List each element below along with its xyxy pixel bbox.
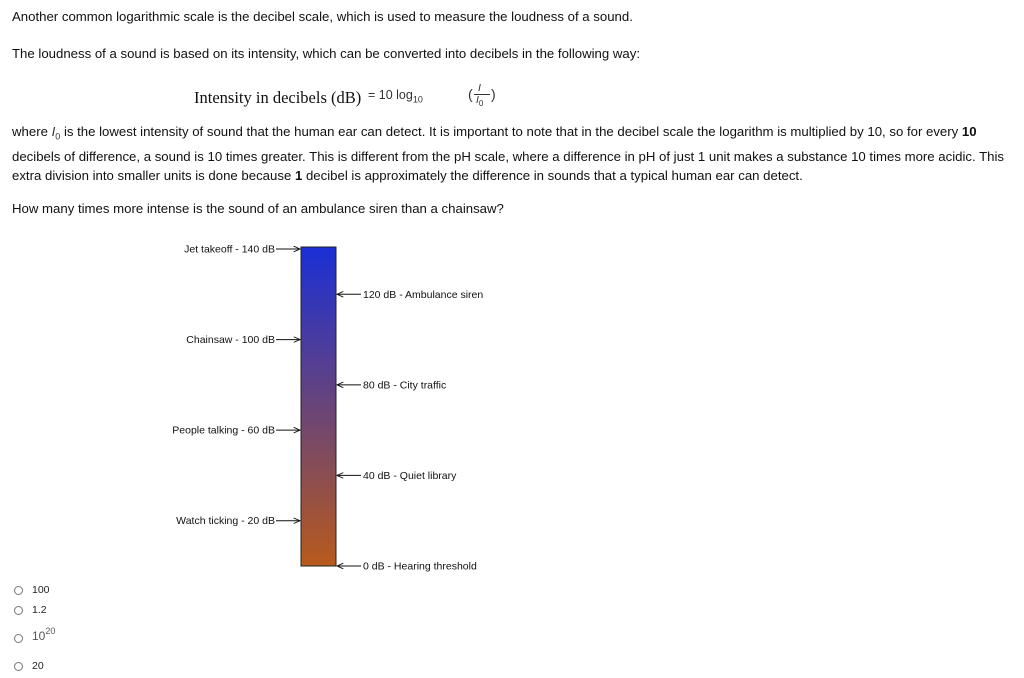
formula-label: Intensity in decibels (dB) (194, 88, 362, 107)
scale-label-left: Chainsaw - 100 dB (186, 334, 275, 347)
radio-button[interactable] (14, 662, 23, 671)
question-text: How many times more intense is the sound of an ambulance siren than a chainsaw? (12, 201, 504, 216)
intro-text: Another common logarithmic scale is the decibel scale, which is used to measure the loudness of a sound. (12, 9, 633, 24)
i0-symbol: $I_0$ (51, 124, 61, 142)
choice-1-2[interactable] (14, 604, 47, 616)
radio-button[interactable] (14, 606, 23, 615)
explanation-text: where $I_0$ is the lowest intensity of sound that the human ear can detect. It is important to note that in the decibel scale the logarithm is multiplied by 10, so for every 10 decibels of difference, a sound is 10 times greater. This is different from the pH scale, where a difference in pH of just 1 unit makes a substance 10 times more acidic. This extra division into smaller units is done because 1 decibel is approximately the difference in sounds that a typical human ear can detect. (12, 124, 1005, 183)
formula-rhs: = 10 $\log_{10}$ ( I $I_0$ ) (368, 82, 496, 109)
scale-label-left: People talking - 60 dB (172, 424, 275, 437)
radio-button[interactable] (14, 586, 23, 595)
intensity-sentence: The loudness of a sound is based on its intensity, which can be converted into decibels in the following way: (12, 46, 640, 61)
scale-label-left: Watch ticking - 20 dB (176, 515, 275, 528)
choice-20[interactable] (14, 660, 44, 672)
radio-button[interactable] (14, 634, 23, 643)
scale-label-right: 120 dB - Ambulance siren (363, 288, 484, 301)
choice-label: 1.2 (32, 604, 47, 616)
choice-100[interactable] (14, 584, 50, 596)
scale-label-left: Jet takeoff - 140 dB (184, 243, 275, 256)
scale-label-right: 80 dB - City traffic (363, 379, 447, 392)
choice-label: 20 (32, 660, 44, 672)
scale-label-right: 40 dB - Quiet library (363, 469, 457, 482)
choice-label: $10^{20}$ (32, 626, 56, 643)
choice-10-pow-20[interactable] (14, 626, 55, 643)
scale-label-right: 0 dB - Hearing threshold (363, 560, 477, 573)
choice-label: 100 (32, 584, 50, 596)
decibel-bar (301, 247, 336, 566)
